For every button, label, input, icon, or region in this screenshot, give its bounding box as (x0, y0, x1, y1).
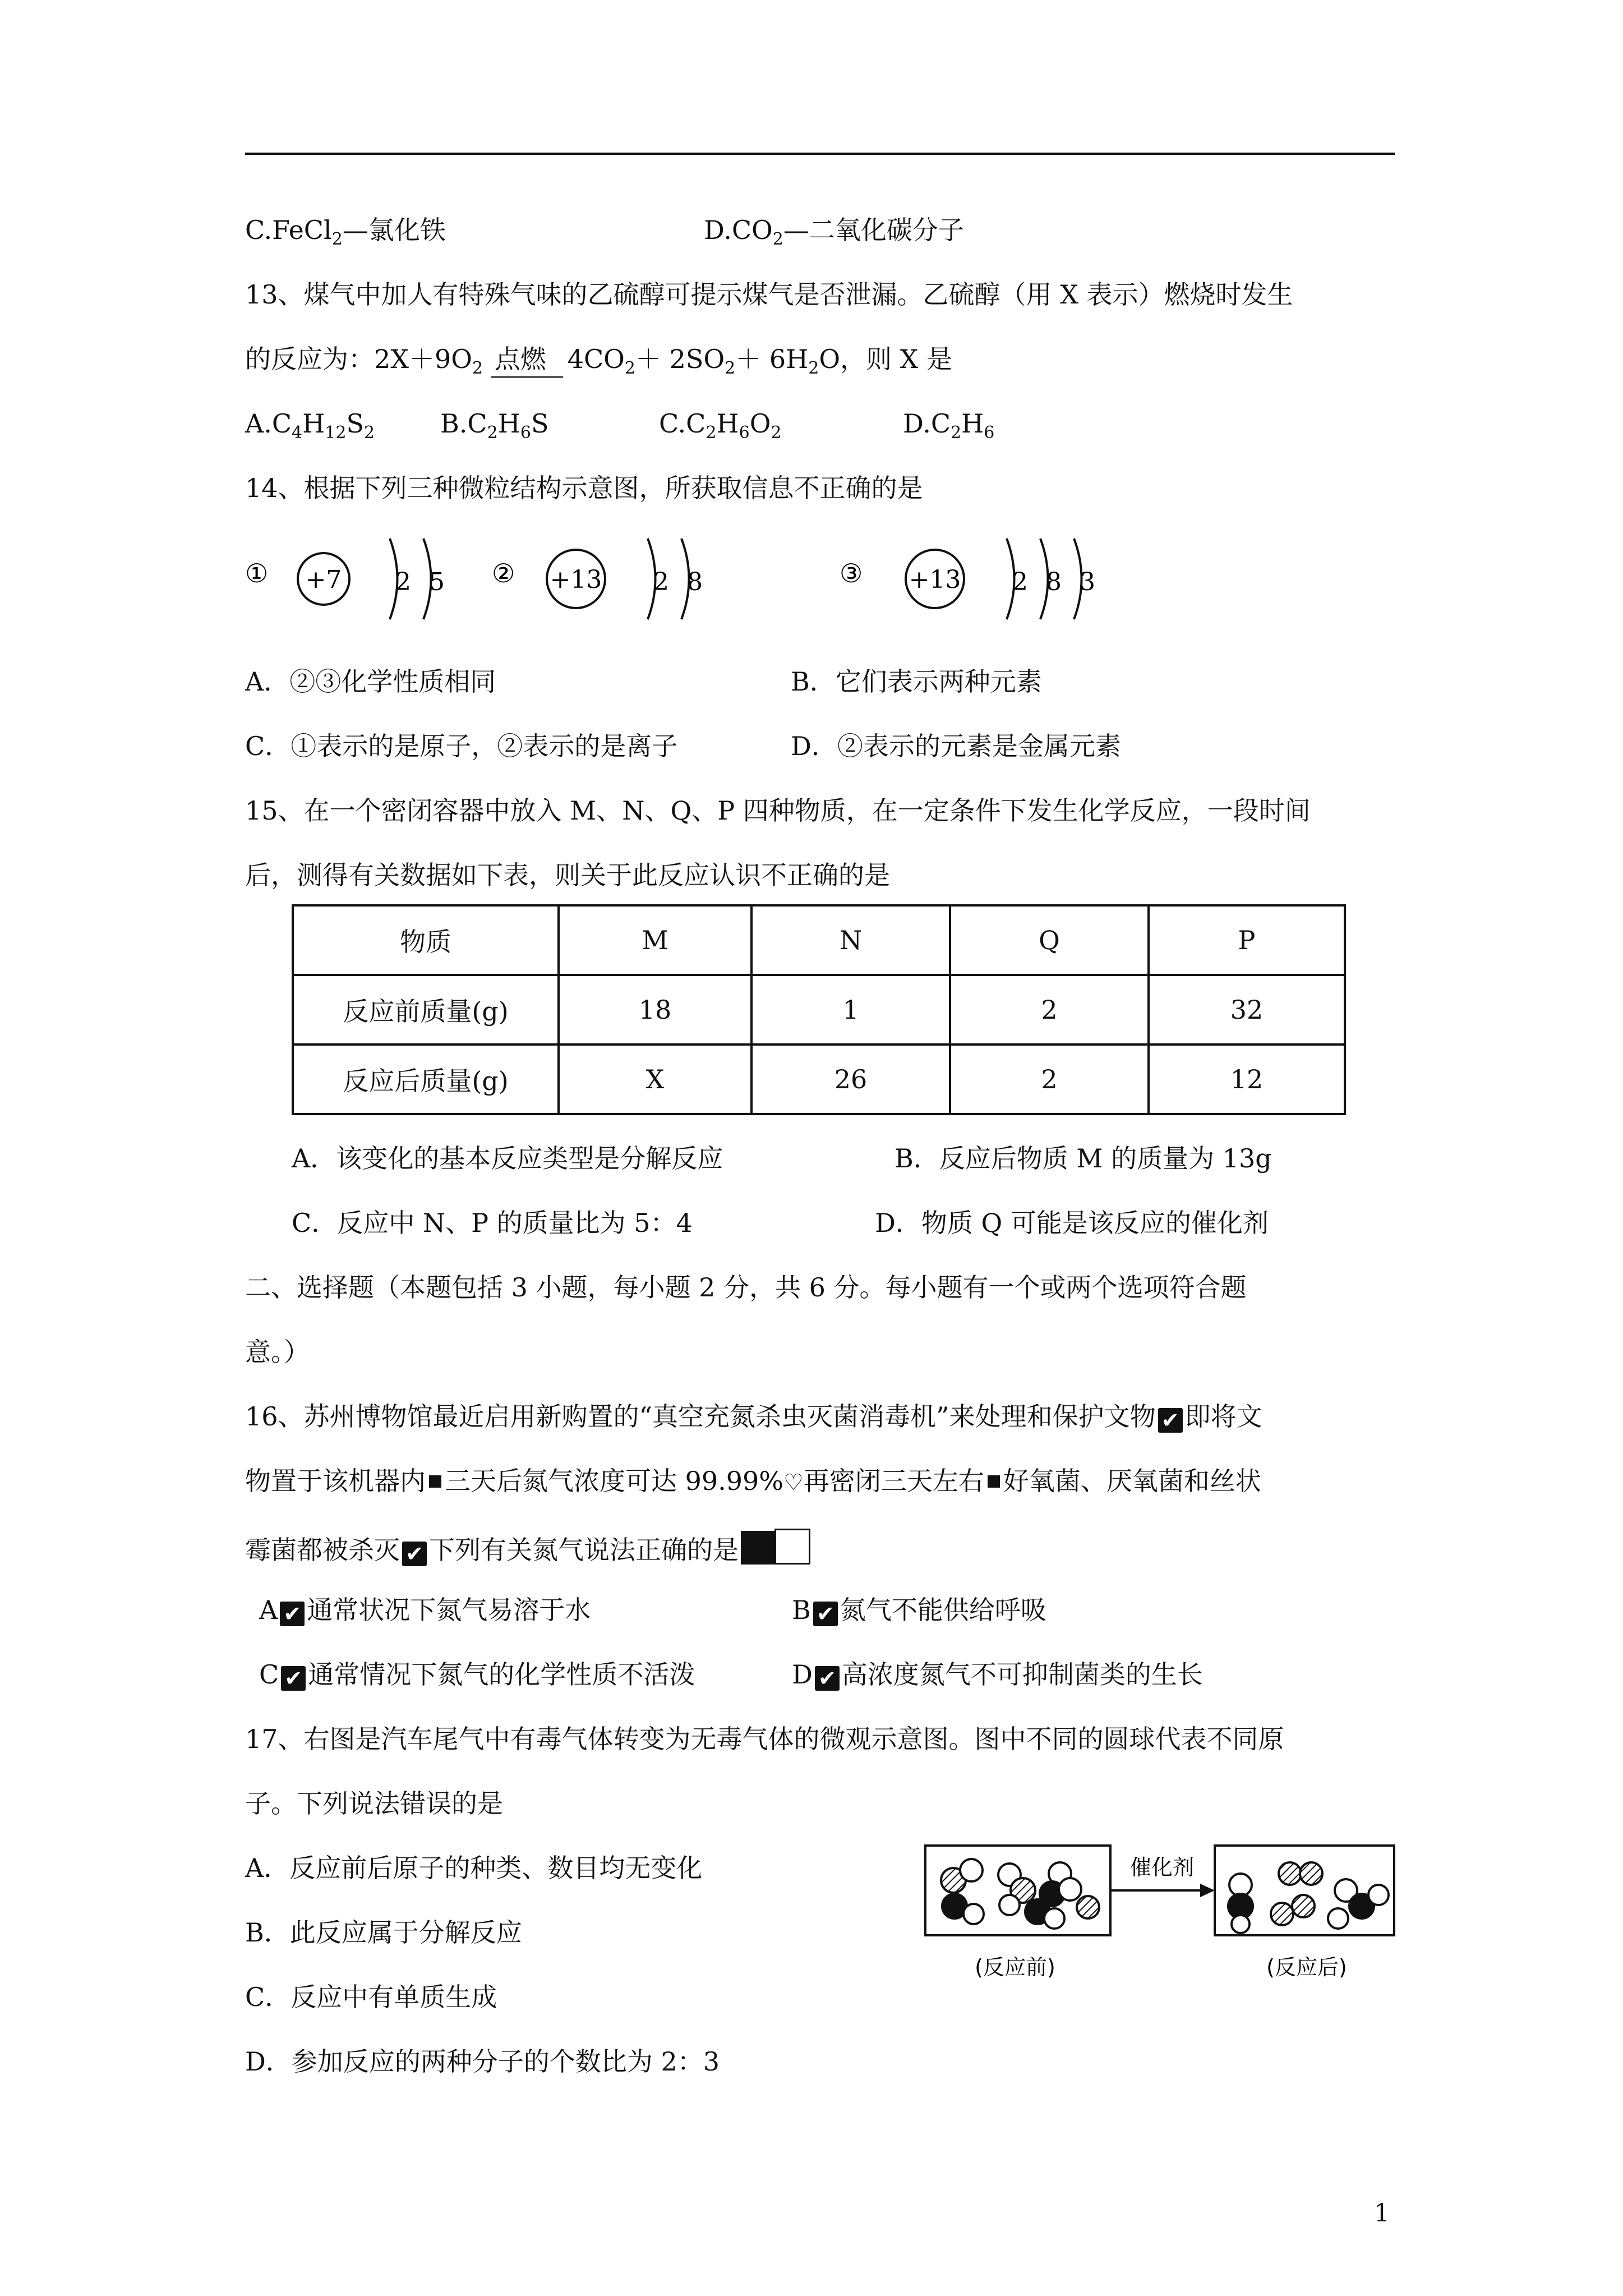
before-label: (反应前) (975, 1955, 1055, 1980)
q13-c-sub: 2 (771, 423, 782, 443)
q12-c-post: —氯化铁 (342, 215, 446, 245)
table-cell: 反应后质量(g) (293, 1045, 559, 1114)
q13-eq-c: ＋ 2SO (635, 344, 725, 374)
table-cell: 1 (751, 975, 950, 1045)
catalyst-label: 催化剂 (1129, 1855, 1195, 1880)
q16-text: 下列有关氮气说法正确的是 (429, 1535, 739, 1565)
shell-electrons: 3 (1080, 568, 1095, 596)
shell-electrons: 2 (1012, 568, 1028, 596)
q13-a-label: A.C (245, 408, 292, 439)
table-cell: 32 (1149, 975, 1345, 1045)
q17-option-b: B．此反应属于分解反应 (245, 1917, 522, 1948)
q16-line2 (245, 1464, 1261, 1499)
q15-option-b: B．反应后物质 M 的质量为 13g (895, 1143, 1272, 1174)
option-label: B (792, 1595, 811, 1625)
option-label: A (259, 1595, 278, 1625)
table-header-cell: M (559, 905, 751, 975)
mass-data-table (292, 904, 1346, 1115)
table-row (293, 975, 1345, 1045)
q13-b-sub: 2 (487, 423, 498, 443)
q17-line2: 子。下列说法错误的是 (245, 1788, 503, 1819)
checkmark-icon: ✔ (1158, 1408, 1183, 1433)
diagram-marker: ① (245, 558, 269, 588)
arrow-head (1200, 1884, 1215, 1897)
q16-line3 (245, 1529, 810, 1567)
q13-a-sub: 12 (325, 423, 347, 443)
q16-text: 物置于该机器内 (245, 1466, 426, 1496)
q15-option-d: D．物质 Q 可能是该反应的催化剂 (875, 1208, 1269, 1238)
q13-eq-sub4: 2 (808, 358, 819, 378)
q16-text: 即将文 (1184, 1401, 1262, 1432)
reaction-micro-diagram (920, 1840, 1402, 1986)
q13-eq-e: O，则 X 是 (819, 344, 953, 374)
q16-text: 再密闭三天左右 (803, 1466, 984, 1496)
q12-d-text: D.CO (704, 215, 773, 245)
q12-option-c (245, 213, 446, 256)
q16-option-b (792, 1593, 1046, 1627)
q13-a-sub: 4 (292, 423, 303, 443)
q13-b-label: B.C (440, 408, 487, 439)
checkmark-icon: ✔ (281, 1666, 306, 1691)
table-cell: 26 (751, 1045, 950, 1114)
q13-c-el: O (749, 408, 771, 439)
option-text: 通常状况下氮气易溶于水 (307, 1595, 591, 1625)
q14-stem: 14、根据下列三种微粒结构示意图，所获取信息不正确的是 (245, 473, 923, 503)
q12-d-sub: 2 (772, 229, 783, 249)
heart-icon: ♡ (783, 1470, 804, 1496)
atom-diagram-2 (492, 539, 703, 619)
diagram-marker: ② (492, 558, 515, 588)
option-label: C (259, 1659, 279, 1690)
table-header-row (293, 905, 1345, 975)
q16-text: 三天后氮气浓度可达 99.99% (445, 1466, 784, 1496)
q16-text: 好氧菌、厌氧菌和丝状 (1003, 1466, 1261, 1496)
table-cell: X (559, 1045, 751, 1114)
q13-option-d (903, 407, 994, 450)
atom-diagram-1 (245, 539, 445, 619)
table-row (293, 1045, 1345, 1114)
header-rule (245, 153, 1395, 155)
q16-option-a (259, 1593, 591, 1627)
black-square-icon (429, 1475, 441, 1488)
q13-a-el: S (346, 408, 364, 439)
q16-option-d (792, 1658, 1203, 1691)
atomic-structure-diagrams (245, 527, 1131, 623)
q14-option-d: D．②表示的元素是金属元素 (791, 731, 1121, 761)
nucleus-charge: +7 (305, 565, 342, 594)
q16-line1 (245, 1400, 1262, 1433)
q15-option-c: C．反应中 N、P 的质量比为 5：4 (292, 1208, 693, 1238)
q13-d-sub: 2 (951, 423, 962, 443)
table-cell: 2 (950, 975, 1149, 1045)
q14-option-b: B．它们表示两种元素 (791, 666, 1042, 697)
table-header-cell: N (751, 905, 950, 975)
q13-a-el: H (302, 408, 325, 439)
option-text: 氮气不能供给呼吸 (840, 1595, 1046, 1625)
q13-eq-b: 4CO (567, 344, 625, 374)
q17-option-d: D．参加反应的两种分子的个数比为 2：3 (245, 2046, 720, 2077)
q12-d-post: —二氧化碳分子 (783, 215, 964, 245)
q14-option-c: C．①表示的是原子，②表示的是离子 (245, 731, 678, 761)
section2-line1: 二、选择题（本题包括 3 小题，每小题 2 分，共 6 分。每小题有一个或两个选项符合题 (245, 1272, 1247, 1303)
q13-b-sub: 6 (520, 423, 531, 443)
q12-c-text: C.FeCl (245, 215, 332, 245)
table-cell: 12 (1149, 1045, 1345, 1114)
q17-option-c: C．反应中有单质生成 (245, 1982, 497, 2012)
q16-text: 16、苏州博物馆最近启用新购置的“真空充氮杀虫灭菌消毒机”来处理和保护文物 (245, 1401, 1156, 1432)
q15-line1: 15、在一个密闭容器中放入 M、N、Q、P 四种物质，在一定条件下发生化学反应，一段时间 (245, 795, 1311, 826)
q12-c-sub: 2 (331, 229, 343, 249)
q13-line2 (245, 342, 952, 385)
q13-eq-sub2: 2 (624, 358, 635, 378)
table-cell: 2 (950, 1045, 1149, 1114)
empty-box-icon (774, 1529, 810, 1565)
checkmark-icon: ✔ (813, 1602, 838, 1626)
page-number: 1 (1374, 2199, 1390, 2228)
table-header-cell: P (1149, 905, 1345, 975)
option-text: 高浓度氮气不可抑制菌类的生长 (841, 1659, 1203, 1690)
atom-diagram-3 (840, 539, 1095, 619)
shell-electrons: 2 (395, 568, 411, 596)
q13-line1: 13、煤气中加人有特殊气味的乙硫醇可提示煤气是否泄漏。乙硫醇（用 X 表示）燃烧时发生 (245, 279, 1293, 310)
shell-electrons: 5 (429, 568, 445, 596)
checkmark-icon: ✔ (280, 1602, 305, 1626)
q16-option-c (259, 1658, 695, 1691)
checkmark-icon: ✔ (815, 1666, 840, 1691)
option-label: D (792, 1659, 813, 1690)
black-box-icon (741, 1531, 774, 1565)
q13-eq-a: 的反应为：2X＋9O (245, 344, 472, 374)
q13-option-a (245, 407, 375, 450)
q17-option-a: A．反应前后原子的种类、数目均无变化 (245, 1853, 703, 1883)
q13-d-sub: 6 (984, 423, 995, 443)
diagram-marker: ③ (840, 558, 863, 588)
q15-line2: 后，测得有关数据如下表，则关于此反应认识不正确的是 (245, 860, 890, 890)
q13-eq-sub3: 2 (725, 358, 736, 378)
table-header-cell: 物质 (293, 905, 559, 975)
table-header-cell: Q (950, 905, 1149, 975)
q14-option-a: A．②③化学性质相同 (245, 666, 496, 697)
q13-option-c (659, 407, 782, 450)
shell-electrons: 2 (653, 568, 669, 596)
q16-text: 霉菌都被杀灭 (245, 1535, 400, 1565)
q13-c-el: H (716, 408, 739, 439)
q13-c-label: C.C (659, 408, 706, 439)
q12-option-d (704, 213, 964, 256)
shell-electrons: 8 (1046, 568, 1062, 596)
molecules-before (941, 1859, 1099, 1929)
q13-d-label: D.C (903, 408, 951, 439)
black-square-icon (988, 1475, 1000, 1488)
q13-eq-sub1: 2 (472, 358, 483, 378)
q13-condition: 点燃 (491, 342, 563, 378)
table-cell: 18 (559, 975, 751, 1045)
q13-d-el: H (961, 408, 984, 439)
q13-b-el: S (531, 408, 549, 439)
q15-option-a: A．该变化的基本反应类型是分解反应 (292, 1143, 723, 1174)
shell-electrons: 8 (687, 568, 703, 596)
molecules-after (1228, 1862, 1389, 1933)
q13-c-sub: 2 (706, 423, 717, 443)
q13-eq-d: ＋ 6H (735, 344, 809, 374)
checkmark-icon: ✔ (402, 1542, 427, 1566)
table-cell: 反应前质量(g) (293, 975, 559, 1045)
nucleus-charge: +13 (909, 565, 961, 594)
q17-line1: 17、右图是汽车尾气中有毒气体转变为无毒气体的微观示意图。图中不同的圆球代表不同原 (245, 1724, 1284, 1754)
nucleus-charge: +13 (550, 565, 602, 594)
after-label: (反应后) (1266, 1955, 1347, 1980)
q13-c-sub: 6 (739, 423, 750, 443)
q13-a-sub: 2 (363, 423, 375, 443)
q13-b-el: H (497, 408, 520, 439)
q13-option-b (440, 407, 548, 450)
option-text: 通常情况下氮气的化学性质不活泼 (308, 1659, 695, 1690)
section2-line2: 意。） (245, 1337, 310, 1367)
